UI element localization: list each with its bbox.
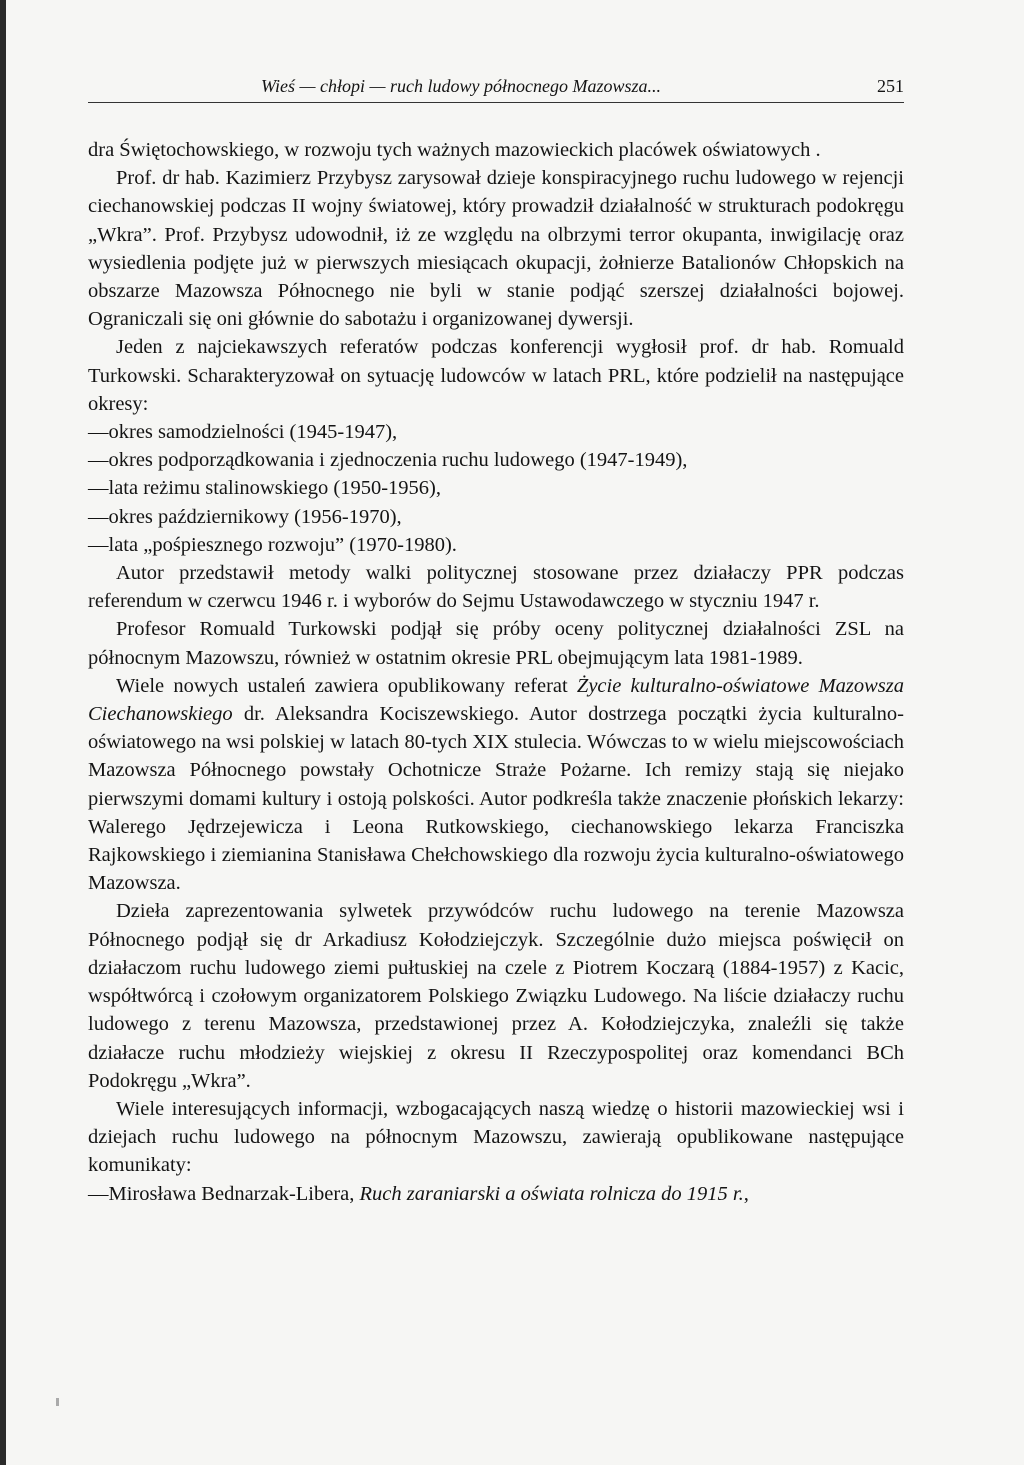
paragraph-9-title: Ruch zaraniarski a oświata rolnicza do 1915 r. (359, 1182, 744, 1205)
paragraph-2: Prof. dr hab. Kazimierz Przybysz zarysował dzieje konspiracyjnego ruchu ludowego w rejencji ciechanowskiej podczas II wojny światowej, który prowadził działalność w strukturach podokręgu „Wkra”. Prof. Przybysz udowodnił, iż ze względu na olbrzymi terror okupanta, inwigilację oraz wysiedlenia podjęte już w pierwszych miesiącach okupacji, żołnierze Batalionów Chłopskich na obszarze Mazowsza Północnego nie byli w stanie podjąć szerszej działalności bojowej. Ograniczali się oni głównie do sabotażu i organizowanej dywersji. (88, 167, 904, 331)
paragraph-9 (88, 1180, 904, 1208)
period-item-3: —lata reżimu stalinowskiego (1950-1956), (88, 477, 441, 500)
paragraph-6-title: Życie kulturalno-oświatowe Mazowsza Ciechanowskiego (88, 674, 904, 726)
paragraph-4: Autor przedstawił metody walki politycznej stosowane przez działaczy PPR podczas referendum w czerwcu 1946 r. i wyborów do Sejmu Ustawodawczego w styczniu 1947 r. (88, 562, 904, 613)
period-item-5: —lata „pośpiesznego rozwoju” (1970-1980). (88, 533, 457, 556)
paragraph-7: Dzieła zaprezentowania sylwetek przywódców ruchu ludowego na terenie Mazowsza Północnego podjął się dr Arkadiusz Kołodziejczyk. Szczególnie dużo miejsca poświęcił on działaczom ruchu ludowego ziemi pułtuskiej na czele z Piotrem Koczarą (1884-1957) z Kacic, współtwórcą i czołowym organizatorem Polskiego Związku Ludowego. Na liście działaczy ruchu ludowego z terenu Mazowsza, przedstawionej przez A. Kołodziejczyka, znaleźli się także działacze ruchu młodzieży wiejskiej z okresu II Rzeczypospolitej oraz komendanci BCh Podokręgu „Wkra”. (88, 900, 904, 1092)
paragraph-6 (88, 672, 904, 898)
scan-mark (56, 1398, 59, 1406)
paragraph-6-start: Wiele nowych ustaleń zawiera opublikowany referat (116, 674, 577, 697)
page-binding-edge (0, 0, 6, 1465)
running-title: Wieś — chłopi — ruch ludowy północnego Mazowsza... (261, 76, 661, 96)
page-number: 251 (877, 76, 904, 96)
paragraph-9-end: , (743, 1182, 749, 1205)
paragraph-5: Profesor Romuald Turkowski podjął się próby oceny politycznej działalności ZSL na północnym Mazowszu, również w ostatnim okresie PRL obejmującym lata 1981-1989. (88, 618, 904, 669)
paragraph-1: dra Świętochowskiego, w rozwoju tych ważnych mazowieckich placówek oświatowych . (88, 139, 821, 161)
page-header (88, 74, 904, 103)
period-item-2: —okres podporządkowania i zjednoczenia ruchu ludowego (1947-1949), (88, 449, 688, 472)
paragraph-3: Jeden z najciekawszych referatów podczas konferencji wygłosił prof. dr hab. Romuald Turkowski. Scharakteryzował on sytuację ludowców w latach PRL, które podzielił na następujące okresy: (88, 336, 904, 415)
paragraph-9-start: —Mirosława Bednarzak-Libera, (88, 1182, 360, 1205)
paragraph-6-rest: dr. Aleksandra Kociszewskiego. Autor dostrzega początki życia kulturalno-oświatowego na wsi polskiej w latach 80-tych XIX stulecia. Wówczas to w wielu miejscowościach Mazowsza Północnego powstały Ochotnicze Straże Pożarne. Ich remizy stają się niejako pierwszymi domami kultury i ostoją polskości. Autor podkreśla także znaczenie płońskich lekarzy: Walerego Jędrzejewicza i Leona Rutkowskiego, ciechanowskiego lekarza Franciszka Rajkowskiego i ziemianina Stanisława Chełchowskiego dla rozwoju życia kulturalno-oświatowego Mazowsza. (88, 703, 904, 895)
period-item-1: —okres samodzielności (1945-1947), (88, 421, 398, 444)
period-item-4: —okres październikowy (1956-1970), (88, 505, 402, 528)
body-text (88, 136, 904, 1208)
paragraph-8: Wiele interesujących informacji, wzbogacających naszą wiedzę o historii mazowieckiej wsi i dziejach ruchu ludowego na północnym Mazowszu, zawierają opublikowane następujące komunikaty: (88, 1097, 904, 1177)
